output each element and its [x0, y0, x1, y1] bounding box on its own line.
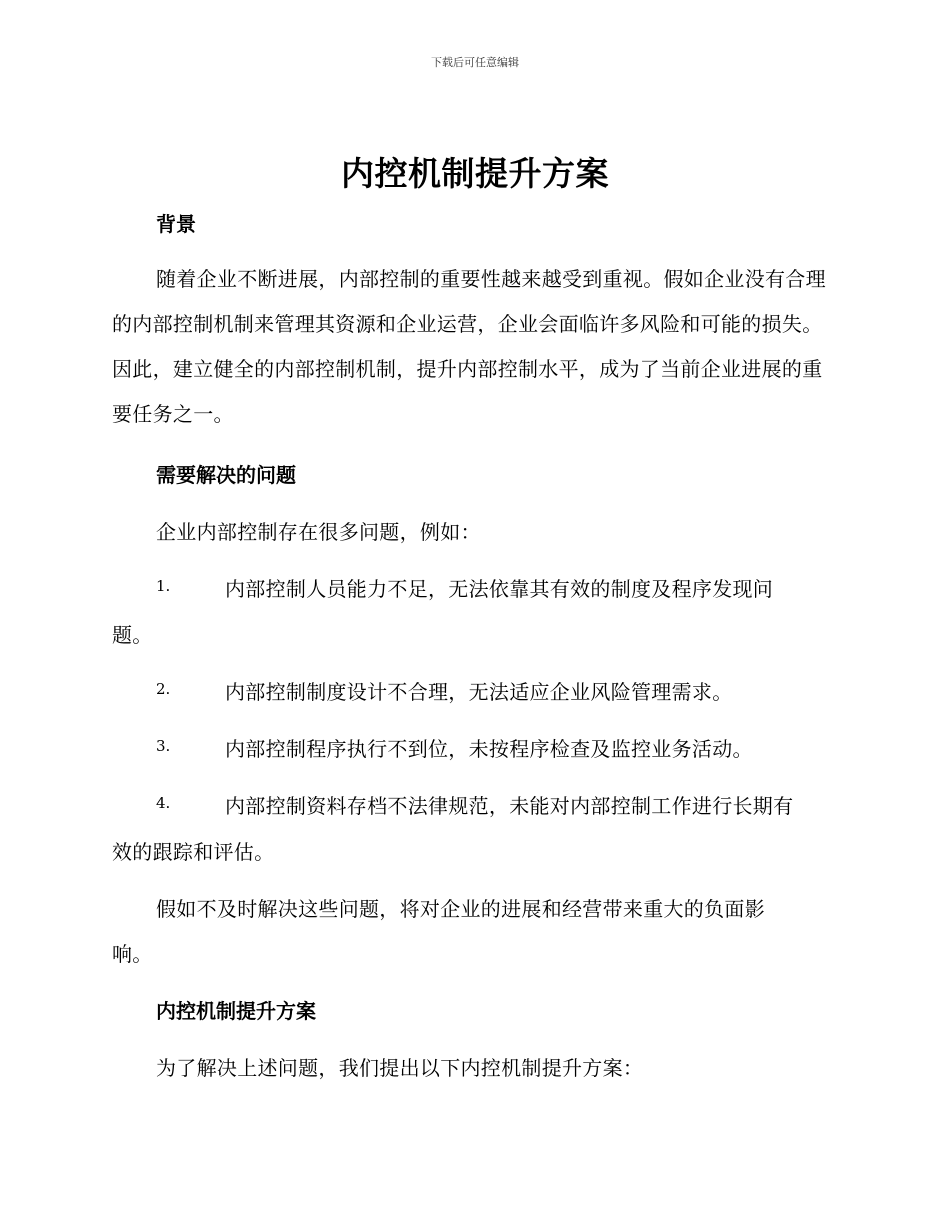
problems-conclusion-continued: 响。	[112, 942, 153, 966]
list-item-text: 内部控制资料存档不法律规范，未能对内部控制工作进行长期有	[225, 794, 794, 818]
list-item-text: 内部控制人员能力不足，无法依靠其有效的制度及程序发现问	[225, 577, 774, 601]
section-heading-plan: 内控机制提升方案	[156, 999, 316, 1023]
problems-intro: 企业内部控制存在很多问题，例如：	[156, 520, 481, 544]
page-header-note: 下载后可任意编辑	[431, 56, 519, 69]
list-item-text: 内部控制制度设计不合理，无法适应企业风险管理需求。	[225, 680, 733, 704]
plan-intro: 为了解决上述问题，我们提出以下内控机制提升方案：	[156, 1056, 644, 1080]
list-item-number: 2.	[156, 680, 171, 698]
background-paragraph: 随着企业不断进展，内部控制的重要性越来越受到重视。假如企业没有合理的内部控制机制来管理其资源和企业运营，企业会面临许多风险和可能的损失。因此，建立健全的内部控制机制，提升内部控制水平，成为了当前企业进展的重要任务之一。	[112, 267, 826, 426]
list-item-text-continued: 效的跟踪和评估。	[112, 840, 275, 864]
list-item-number: 1.	[156, 577, 171, 595]
document-title: 内控机制提升方案	[341, 154, 609, 193]
problems-conclusion: 假如不及时解决这些问题，将对企业的进展和经营带来重大的负面影	[156, 897, 765, 921]
list-item-number: 3.	[156, 737, 171, 755]
section-heading-background: 背景	[156, 212, 196, 236]
list-item-number: 4.	[156, 794, 171, 812]
list-item-text: 内部控制程序执行不到位，未按程序检查及监控业务活动。	[225, 737, 753, 761]
list-item-text-continued: 题。	[112, 623, 153, 647]
section-heading-problems: 需要解决的问题	[156, 463, 296, 487]
